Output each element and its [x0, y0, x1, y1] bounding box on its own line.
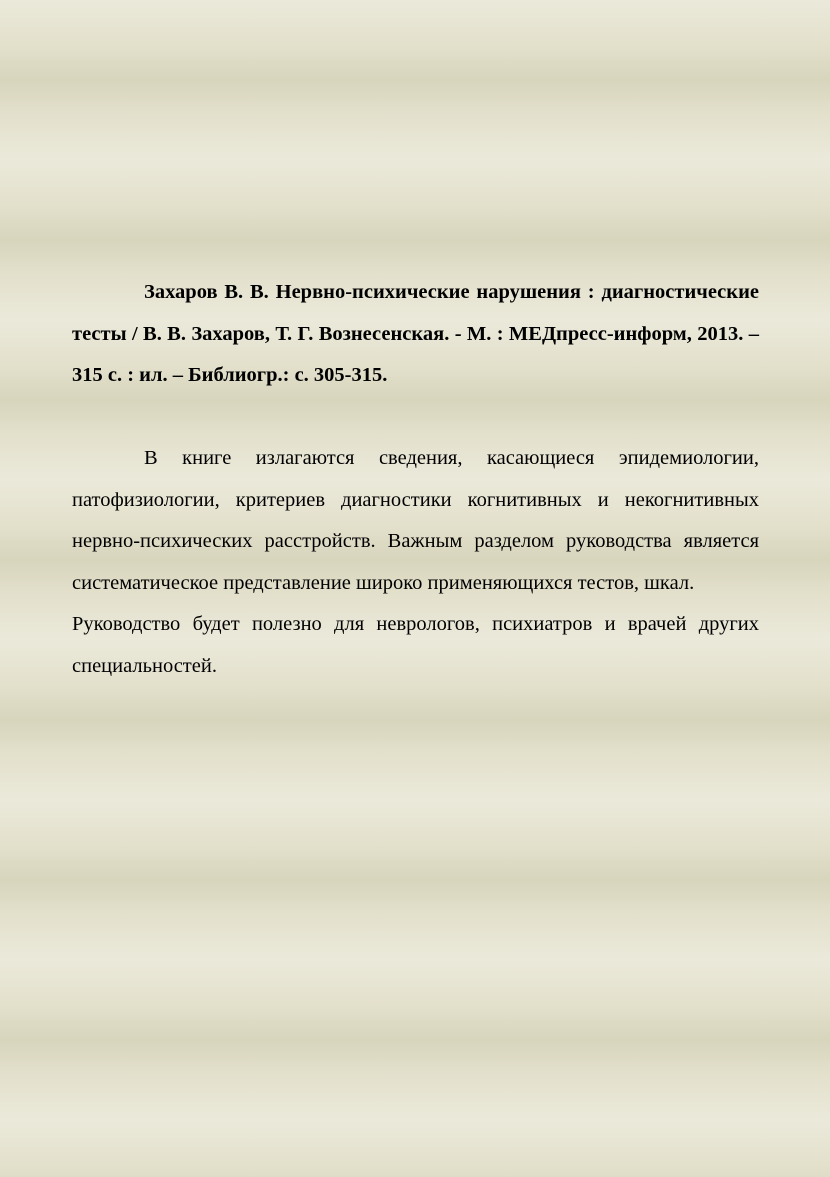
book-description: В книге излагаются сведения, касающиеся эпидемиологии, патофизиологии, критериев диагностики когнитивных и некогнитивных нервно-психических расстройств. Важным разделом руководства является систематическое представление широко применяющихся тестов, шкал. — [72, 447, 759, 594]
document-body — [72, 272, 759, 687]
bibliographic-citation: Захаров В. В. Нервно-психические нарушения : диагностические тесты / В. В. Захаров, Т. Г. Вознесенская. - М. : МЕДпресс-информ, 2013. – 315 с. : ил. – Библиогр.: с. 305-315. — [72, 281, 759, 386]
paragraph-spacer — [72, 397, 759, 439]
audience-note: Руководство будет полезно для неврологов, психиатров и врачей других специальностей. — [72, 613, 759, 677]
